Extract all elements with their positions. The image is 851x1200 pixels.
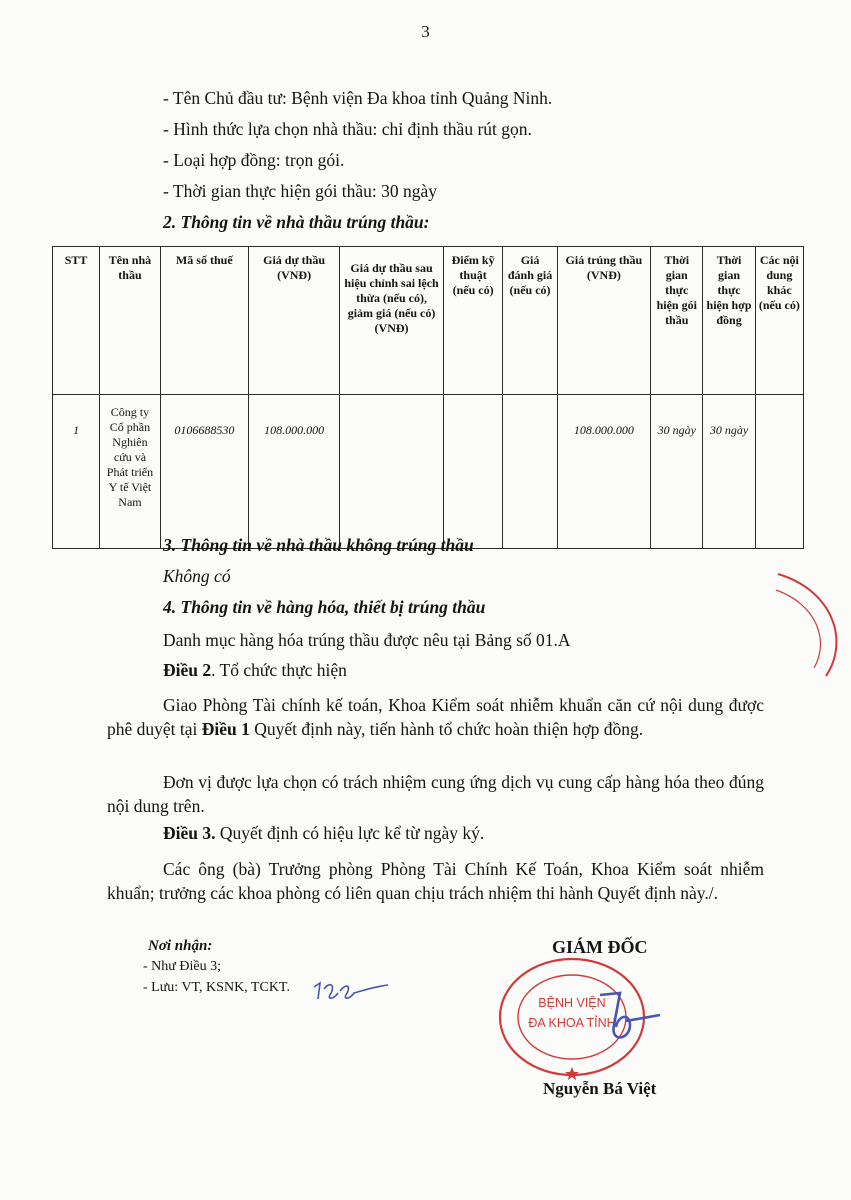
cell-eval-price bbox=[503, 395, 557, 549]
article-3-paragraph bbox=[107, 857, 764, 905]
duration-line: - Thời gian thực hiện gói thầu: 30 ngày bbox=[163, 181, 438, 201]
selection-method-line: - Hình thức lựa chọn nhà thầu: chỉ định thầu rút gọn. bbox=[163, 119, 532, 139]
cell-bid-price: 108.000.000 bbox=[248, 395, 339, 549]
section-2-heading: 2. Thông tin về nhà thầu trúng thầu: bbox=[163, 212, 430, 232]
section-4-body: Danh mục hàng hóa trúng thầu được nêu tại Bảng số 01.A bbox=[163, 630, 571, 650]
article-3-label: Điều 3. bbox=[163, 823, 216, 843]
article-2-paragraph-2 bbox=[107, 770, 764, 818]
section-3-heading: 3. Thông tin về nhà thầu không trúng thầu bbox=[163, 535, 474, 555]
investor-line: - Tên Chủ đầu tư: Bệnh viện Đa khoa tỉnh Quảng Ninh. bbox=[163, 88, 553, 108]
recipient-item: - Như Điều 3; bbox=[143, 959, 221, 974]
para-2-text: Đơn vị được lựa chọn có trách nhiệm cung ứng dịch vụ cung cấp hàng hóa theo đúng nội dung trên. bbox=[107, 772, 764, 816]
recipient-item: - Lưu: VT, KSNK, TCKT. bbox=[143, 980, 290, 995]
header-contract-time: Thời gian thực hiện hợp đồng bbox=[703, 247, 755, 395]
cell-contract-time: 30 ngày bbox=[703, 395, 755, 549]
signer-name: Nguyễn Bá Việt bbox=[543, 1079, 657, 1098]
header-bidder-name: Tên nhà thầu bbox=[100, 247, 161, 395]
partial-seal-edge bbox=[772, 570, 851, 680]
signature bbox=[590, 985, 670, 1055]
header-other: Các nội dung khác (nếu có) bbox=[755, 247, 803, 395]
initials-scribble bbox=[310, 975, 390, 1009]
winning-bidder-table bbox=[52, 246, 804, 549]
article-2-paragraph-1 bbox=[107, 693, 764, 741]
para-3-text: Các ông (bà) Trưởng phòng Phòng Tài Chính Kế Toán, Khoa Kiểm soát nhiễm khuẩn; trưởng các khoa phòng có liên quan chịu trách nhiệm thi hành Quyết định này./. bbox=[107, 859, 764, 903]
header-tech-score: Điểm kỹ thuật (nếu có) bbox=[443, 247, 503, 395]
header-bid-price: Giá dự thầu (VNĐ) bbox=[248, 247, 339, 395]
cell-adjusted-price bbox=[340, 395, 444, 549]
cell-tech-score bbox=[443, 395, 503, 549]
page-number: 3 bbox=[421, 22, 430, 41]
article-2-title: . Tổ chức thực hiện bbox=[211, 660, 347, 680]
para-1-text-b: Quyết định này, tiến hành tổ chức hoàn thiện hợp đồng. bbox=[249, 719, 644, 739]
article-2-label: Điều 2 bbox=[163, 660, 212, 680]
article-2-heading bbox=[163, 660, 347, 681]
cell-tax-code: 0106688530 bbox=[160, 395, 248, 549]
header-stt: STT bbox=[53, 247, 100, 395]
header-package-time: Thời gian thực hiện gói thầu bbox=[651, 247, 703, 395]
cell-package-time: 30 ngày bbox=[651, 395, 703, 549]
section-3-body: Không có bbox=[163, 566, 231, 586]
seal-line-1: BỆNH VIỆN bbox=[538, 996, 606, 1010]
table-row bbox=[53, 395, 804, 549]
director-title: GIÁM ĐỐC bbox=[552, 937, 648, 957]
cell-other bbox=[755, 395, 803, 549]
cell-win-price: 108.000.000 bbox=[557, 395, 650, 549]
seal-line-2: ĐA KHOA TỈNH bbox=[528, 1016, 616, 1030]
header-tax-code: Mã số thuế bbox=[160, 247, 248, 395]
recipients-title: Nơi nhận: bbox=[148, 938, 213, 954]
section-4-heading: 4. Thông tin về hàng hóa, thiết bị trúng thầu bbox=[163, 597, 486, 617]
cell-stt: 1 bbox=[53, 395, 100, 549]
para-1-bold: Điều 1 bbox=[201, 719, 250, 739]
header-adjusted-price: Giá dự thầu sau hiệu chỉnh sai lệch thừa (nếu có), giảm giá (nếu có) (VNĐ) bbox=[340, 247, 444, 395]
table-header-row bbox=[53, 247, 804, 395]
article-3-text: Quyết định có hiệu lực kể từ ngày ký. bbox=[215, 823, 485, 843]
contract-type-line: - Loại hợp đồng: trọn gói. bbox=[163, 150, 345, 170]
article-3-line bbox=[163, 823, 484, 844]
header-eval-price: Giá đánh giá (nếu có) bbox=[503, 247, 557, 395]
header-win-price: Giá trúng thầu (VNĐ) bbox=[557, 247, 650, 395]
para-1-text-a: Giao Phòng Tài chính kế toán, Khoa Kiểm soát nhiễm khuẩn căn cứ nội dung được phê duyệt tại bbox=[107, 695, 764, 739]
cell-bidder-name: Công ty Cổ phần Nghiên cứu và Phát triển Y tế Việt Nam bbox=[100, 395, 161, 549]
